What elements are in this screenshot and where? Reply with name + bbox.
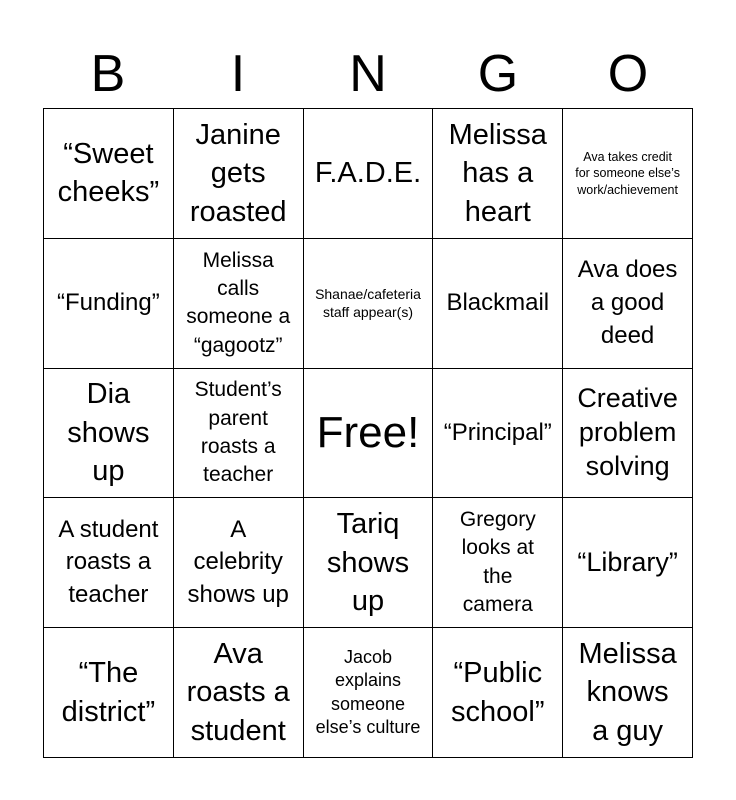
- cell-text: F.A.D.E.: [314, 157, 422, 190]
- cell-text: Blackmail: [446, 288, 550, 316]
- cell-text: Creative problem solving: [577, 383, 678, 481]
- bingo-cell[interactable]: [174, 498, 304, 628]
- bingo-cell[interactable]: [44, 109, 174, 239]
- cell-text: Shanae/cafeteria staff appear(s): [315, 286, 421, 321]
- cell-text: Dia shows up: [67, 378, 150, 488]
- bingo-cell[interactable]: [433, 369, 563, 499]
- bingo-cell[interactable]: [563, 369, 693, 499]
- cell-text: A celebrity shows up: [187, 515, 289, 609]
- cell-text: “Principal”: [443, 418, 552, 446]
- bingo-cell[interactable]: [44, 369, 174, 499]
- cell-text: Ava roasts a student: [186, 637, 290, 747]
- bingo-cell[interactable]: [433, 498, 563, 628]
- bingo-cell[interactable]: [563, 628, 693, 758]
- bingo-cell[interactable]: [563, 498, 693, 628]
- bingo-board: [43, 108, 693, 758]
- cell-text: Student’s parent roasts a teacher: [194, 378, 282, 487]
- header-letter-g: G: [477, 45, 519, 103]
- cell-text: Gregory looks at the camera: [459, 508, 536, 617]
- bingo-cell[interactable]: [433, 109, 563, 239]
- free-space-text: Free!: [316, 407, 420, 457]
- header-letter-o: O: [607, 45, 649, 103]
- cell-text: Melissa has a heart: [448, 118, 547, 228]
- bingo-cell[interactable]: [44, 239, 174, 369]
- cell-text: Tariq shows up: [326, 507, 410, 618]
- cell-text: “The district”: [61, 657, 156, 728]
- bingo-cell[interactable]: [174, 239, 304, 369]
- cell-text: Janine gets roasted: [189, 118, 287, 228]
- bingo-cell[interactable]: [174, 369, 304, 499]
- cell-text: A student roasts a teacher: [58, 515, 159, 609]
- bingo-cell[interactable]: [304, 239, 434, 369]
- bingo-cell[interactable]: [44, 628, 174, 758]
- bingo-cell[interactable]: [304, 498, 434, 628]
- bingo-cell[interactable]: [563, 239, 693, 369]
- cell-text: “Funding”: [57, 288, 160, 316]
- bingo-cell[interactable]: [174, 109, 304, 239]
- bingo-cell[interactable]: [304, 109, 434, 239]
- bingo-cell[interactable]: [433, 239, 563, 369]
- bingo-cell[interactable]: [433, 628, 563, 758]
- header-letter-b: B: [90, 45, 126, 103]
- bingo-cell[interactable]: [44, 498, 174, 628]
- cell-text: Melissa knows a guy: [578, 637, 677, 747]
- cell-text: Ava takes credit for someone else’s work/achievement: [575, 150, 680, 197]
- header-letter-i: I: [230, 45, 246, 103]
- cell-text: “Public school”: [451, 657, 545, 728]
- bingo-cell[interactable]: [304, 628, 434, 758]
- cell-text: Jacob explains someone else’s culture: [315, 646, 421, 737]
- free-space-cell[interactable]: [304, 369, 434, 499]
- bingo-header: [43, 40, 693, 108]
- cell-text: Ava does a good deed: [577, 256, 678, 349]
- cell-text: Melissa calls someone a “gagootz”: [186, 248, 291, 357]
- bingo-cell[interactable]: [174, 628, 304, 758]
- cell-text: “Library”: [577, 546, 678, 577]
- cell-text: “Sweet cheeks”: [57, 137, 160, 209]
- bingo-cell[interactable]: [563, 109, 693, 239]
- header-letter-n: N: [349, 45, 387, 103]
